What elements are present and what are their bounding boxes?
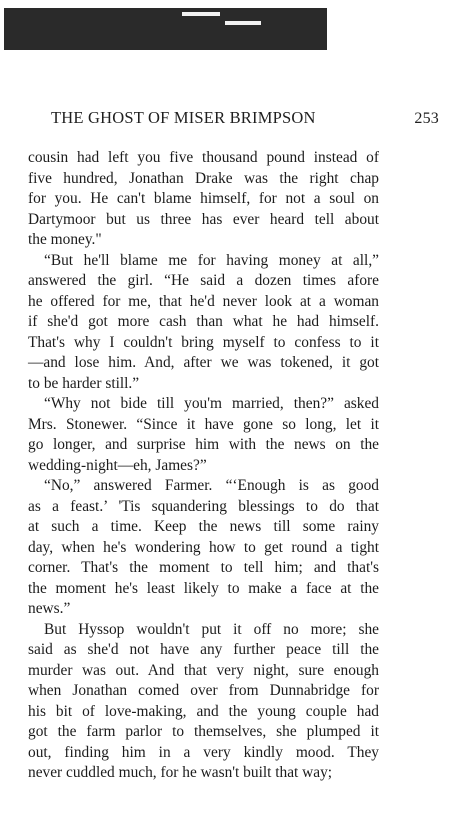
- text-line: the money.": [28, 231, 102, 248]
- text-line: he offered for me, that he'd never look at a woman: [28, 292, 379, 310]
- text-line: said as she'd not have any further peace till the: [28, 641, 379, 658]
- text-line: to be harder still.”: [28, 374, 140, 392]
- text-line: five hundred, Jonathan Drake was the right chap: [28, 169, 379, 187]
- text-line: out, finding him in a very kindly mood. They: [28, 743, 379, 761]
- paragraph: [28, 148, 379, 251]
- text-line: go longer, and surprise him with the news on the: [28, 436, 379, 453]
- scan-header-bar: [4, 8, 327, 50]
- text-line: when Jonathan comed over from Dunnabridge for: [28, 682, 379, 699]
- paragraph: [28, 394, 379, 476]
- text-line: cousin had left you five thousand pound instead of: [28, 149, 379, 166]
- text-line: never cuddled much, for he wasn't built that way;: [28, 764, 333, 781]
- text-line: That's why I couldn't bring myself to confess to it: [28, 333, 379, 351]
- text-line: for you. He can't blame himself, for not a soul on: [28, 190, 379, 207]
- text-line: got the farm parlor to themselves, she plumped it: [28, 723, 379, 740]
- text-line: his bit of love-making, and the young couple had: [28, 702, 379, 720]
- text-line: if she'd got more cash than what he had himself.: [28, 313, 379, 330]
- text-line: at such a time. Keep the news till some rainy: [28, 518, 379, 535]
- text-line: the moment he's least likely to make a face at the: [28, 579, 379, 597]
- page-number: 253: [414, 110, 439, 127]
- paragraph: [28, 251, 379, 395]
- text-line: murder was out. And that very night, sure enough: [28, 661, 379, 679]
- text-line: answered the girl. “He said a dozen times afore: [28, 272, 379, 289]
- body-text: [28, 148, 379, 784]
- text-line: “Why not bide till you'm married, then?” asked: [44, 395, 379, 412]
- text-line: But Hyssop wouldn't put it off no more; she: [44, 620, 379, 638]
- text-line: Mrs. Stonewer. “Since it have gone so long, let it: [28, 415, 379, 433]
- text-line: corner. That's the moment to tell him; and that's: [28, 559, 379, 576]
- text-line: “No,” answered Farmer. “‘Enough is as good: [44, 477, 379, 494]
- text-line: “But he'll blame me for having money at all,”: [44, 251, 379, 269]
- text-line: as a feast.’ 'Tis squandering blessings to do that: [28, 497, 379, 515]
- text-line: news.”: [28, 600, 71, 617]
- paragraph: [28, 476, 379, 620]
- text-line: —and lose him. And, after we was tokened, it got: [28, 354, 379, 371]
- text-line: wedding-night—eh, James?”: [28, 456, 207, 474]
- scan-tab-mark: [182, 12, 220, 16]
- text-line: Dartymoor but us three has ever heard tell about: [28, 210, 379, 228]
- scan-tab-mark: [225, 21, 261, 25]
- text-line: day, when he's wondering how to get round a tight: [28, 538, 379, 556]
- paragraph: [28, 620, 379, 784]
- running-head-title: THE GHOST OF MISER BRIMPSON: [51, 108, 316, 127]
- running-head: [29, 108, 439, 132]
